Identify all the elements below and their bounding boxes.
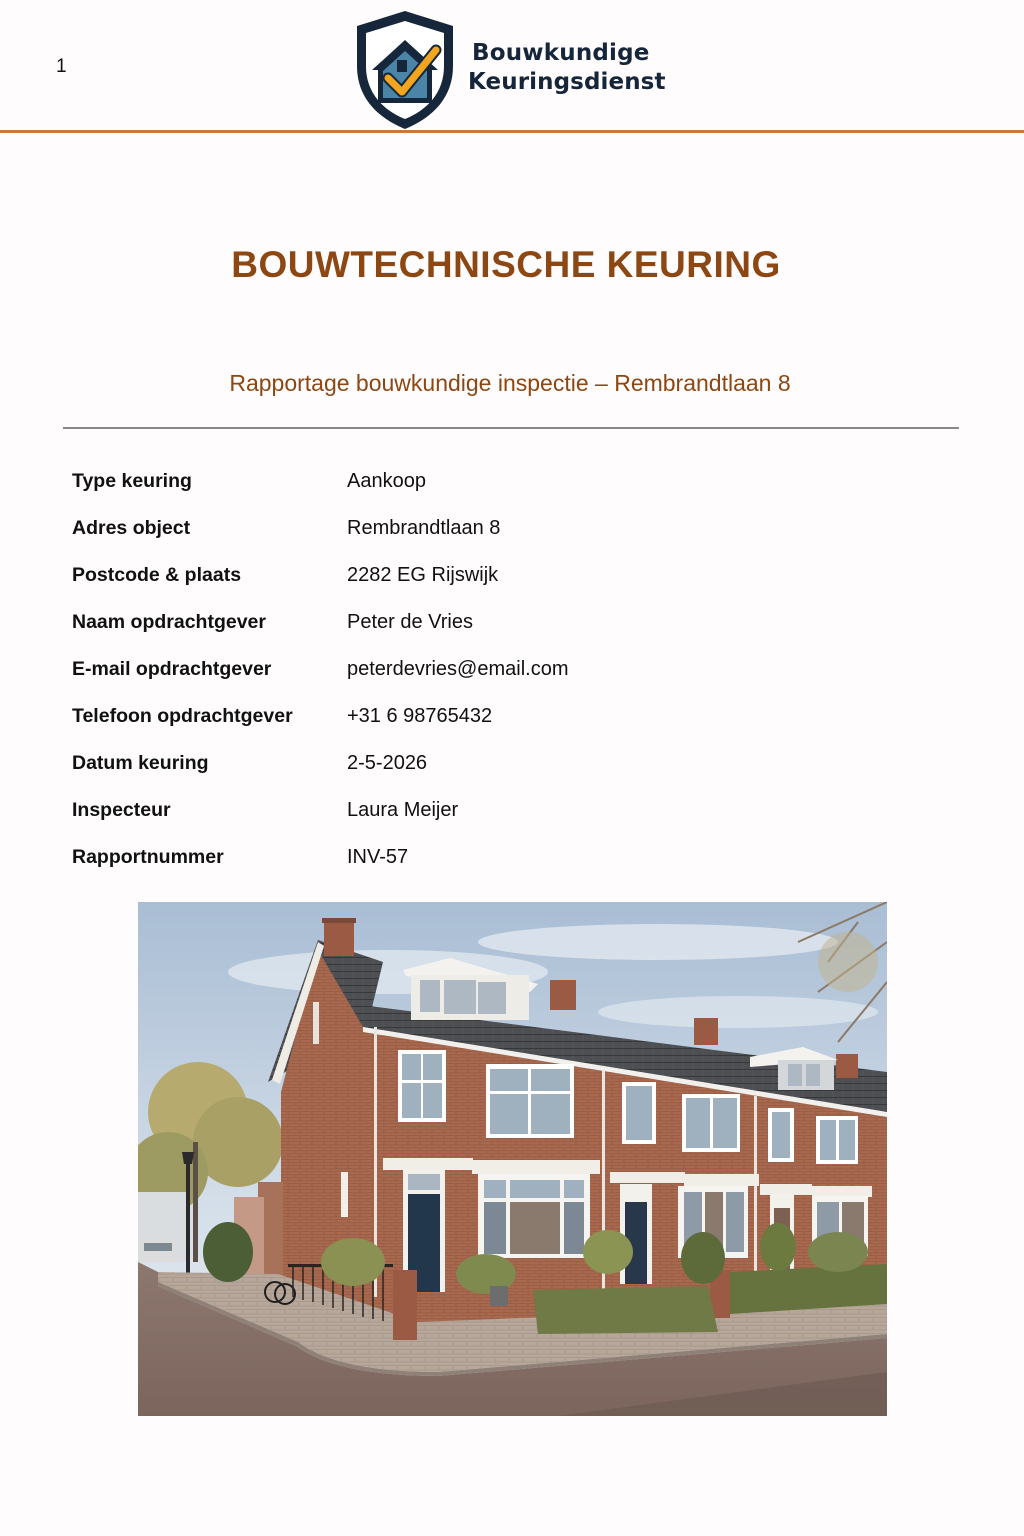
header-divider	[0, 130, 1024, 133]
company-logo	[350, 8, 680, 132]
detail-value: Laura Meijer	[347, 799, 459, 821]
detail-label: Adres object	[72, 517, 191, 539]
shield-house-checkmark-icon	[350, 8, 460, 132]
document-subtitle: Rapportage bouwkundige inspectie – Rembrandtlaan 8	[229, 370, 791, 396]
detail-row-report-number	[72, 834, 772, 881]
detail-value: peterdevries@email.com	[347, 658, 569, 680]
detail-label: E-mail opdrachtgever	[72, 658, 272, 680]
detail-row-client-phone	[72, 693, 772, 740]
detail-value: Peter de Vries	[347, 611, 473, 633]
document-title: BOUWTECHNISCHE KEURING	[231, 244, 781, 285]
detail-value: Aankoop	[347, 470, 426, 492]
detail-row-type	[72, 458, 772, 505]
detail-label: Postcode & plaats	[72, 564, 242, 586]
detail-value: INV-57	[347, 846, 409, 868]
detail-row-client-email	[72, 646, 772, 693]
detail-label: Inspecteur	[72, 799, 171, 821]
company-name-line2: Keuringsdienst	[468, 69, 666, 95]
detail-row-inspector	[72, 787, 772, 834]
house-illustration	[138, 902, 887, 1416]
property-photo	[138, 902, 887, 1416]
detail-value: +31 6 98765432	[347, 705, 493, 727]
company-name	[468, 39, 666, 97]
company-name-line1: Bouwkundige	[472, 40, 650, 66]
detail-row-address	[72, 505, 772, 552]
detail-value: 2-5-2026	[347, 752, 428, 774]
detail-row-client-name	[72, 599, 772, 646]
detail-value: 2282 EG Rijswijk	[347, 564, 499, 586]
subtitle-divider	[63, 427, 959, 429]
page-number: 1	[56, 56, 67, 77]
detail-label: Rapportnummer	[72, 846, 224, 868]
detail-label: Datum keuring	[72, 752, 209, 774]
detail-row-date	[72, 740, 772, 787]
detail-row-postcode	[72, 552, 772, 599]
detail-label: Naam opdrachtgever	[72, 611, 266, 633]
inspection-details-table	[72, 458, 772, 881]
detail-label: Type keuring	[72, 470, 192, 492]
detail-value: Rembrandtlaan 8	[347, 517, 501, 539]
detail-label: Telefoon opdrachtgever	[72, 705, 293, 727]
